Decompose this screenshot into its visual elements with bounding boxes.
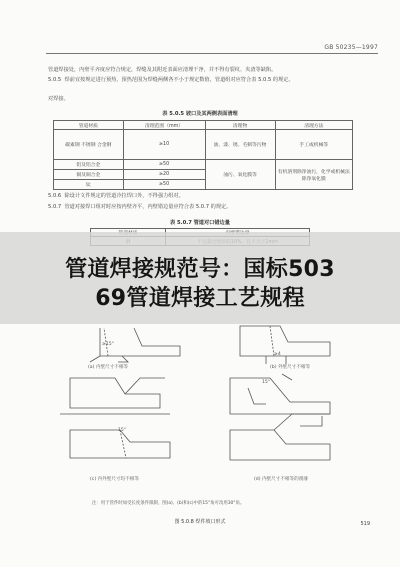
groove-drawing-e	[70, 430, 170, 458]
dimension-label: 15°	[118, 428, 127, 433]
dimension-label: ≥15°	[102, 342, 114, 347]
paragraph-5-0-6: 5.0.6 除设计文件规定的管道冷拉焊口外，不得强力组对。	[48, 193, 184, 199]
table-cell: 手工或机械等	[275, 130, 352, 160]
figure-note: 注：用于管件时如受长度条件限制，图(a)、(b)和(c)中的15°角可改用30°角。	[92, 501, 245, 506]
dimension-label: 15°	[262, 380, 271, 385]
figure-subcaption: (d) 内壁尺寸不相等的削薄	[254, 477, 308, 482]
paragraph-5-0-5: 5.0.5 焊前宜按规定进行预热，预热范围为焊缝两侧各不小于规定数值，管道组对应符合表 5.0.5 的规定。	[48, 77, 294, 83]
table-cell: ≥50	[123, 160, 205, 170]
dimension-label: ≥4	[274, 352, 281, 357]
paragraph: 管道焊接处，内壁平齐度应符合规定，焊缝及其附近表面应清理干净，并不得有裂纹、夹渣等缺陷。	[48, 67, 277, 73]
table-cell: 碳素钢 不锈钢 合金钢	[54, 130, 124, 160]
table-cell: 有机溶剂除净油污，化学或机械法除净氧化膜	[275, 160, 352, 190]
groove-drawing-c	[60, 378, 170, 414]
page-number: 519	[360, 521, 370, 527]
table-cell: ≥50	[123, 180, 205, 190]
table-header: 清理范围（mm）	[123, 121, 205, 130]
table-caption: 表 5.0.7 管道对口错边量	[170, 220, 230, 226]
table-cell: ≥10	[123, 130, 205, 160]
table-cell: 油污、氧化膜等	[205, 160, 275, 190]
table-cell: ≥20	[123, 170, 205, 180]
paragraph: 对焊接。	[48, 96, 69, 102]
groove-drawing-f	[230, 414, 330, 460]
figure-subcaption: (c) 内外壁尺寸均不相等	[90, 477, 139, 482]
standard-code: GB 50235—1997	[324, 44, 378, 51]
paragraph-5-0-7: 5.0.7 管道对接焊口组对时应按内壁齐平，内壁错边量应符合表 5.0.7 的规定。	[48, 204, 232, 210]
table-cell: 钛	[54, 180, 124, 190]
table-caption: 表 5.0.5 坡口及其两侧表面清理	[162, 111, 238, 117]
figure-title: 图 5.0.8 焊件坡口形式	[174, 519, 226, 525]
header-rule	[46, 53, 378, 54]
table-cell: 油、漆、锈、毛刺等污物	[205, 130, 275, 160]
table-header: 清理物	[205, 121, 275, 130]
table-row	[54, 130, 353, 160]
table-header: 管道材质	[54, 121, 124, 130]
groove-drawing-d	[230, 374, 330, 414]
table-row	[54, 160, 353, 170]
groove-figure	[30, 318, 370, 530]
banner-title-line-1: 管道焊接规范号：国标503	[65, 257, 335, 282]
table-cell: 铝及铝合金	[54, 160, 124, 170]
groove-drawing-b	[240, 326, 330, 364]
banner-title-line-2: 69管道焊接工艺规程	[95, 286, 305, 311]
table-header: 清理方法	[275, 121, 352, 130]
figure-subcaption: (b) 外壁尺寸不相等	[270, 365, 311, 370]
table-cell: 铜及铜合金	[54, 170, 124, 180]
banner-title	[0, 255, 400, 313]
figure-subcaption: (a) 内壁尺寸不相等	[88, 365, 129, 370]
cleaning-table	[53, 120, 353, 190]
